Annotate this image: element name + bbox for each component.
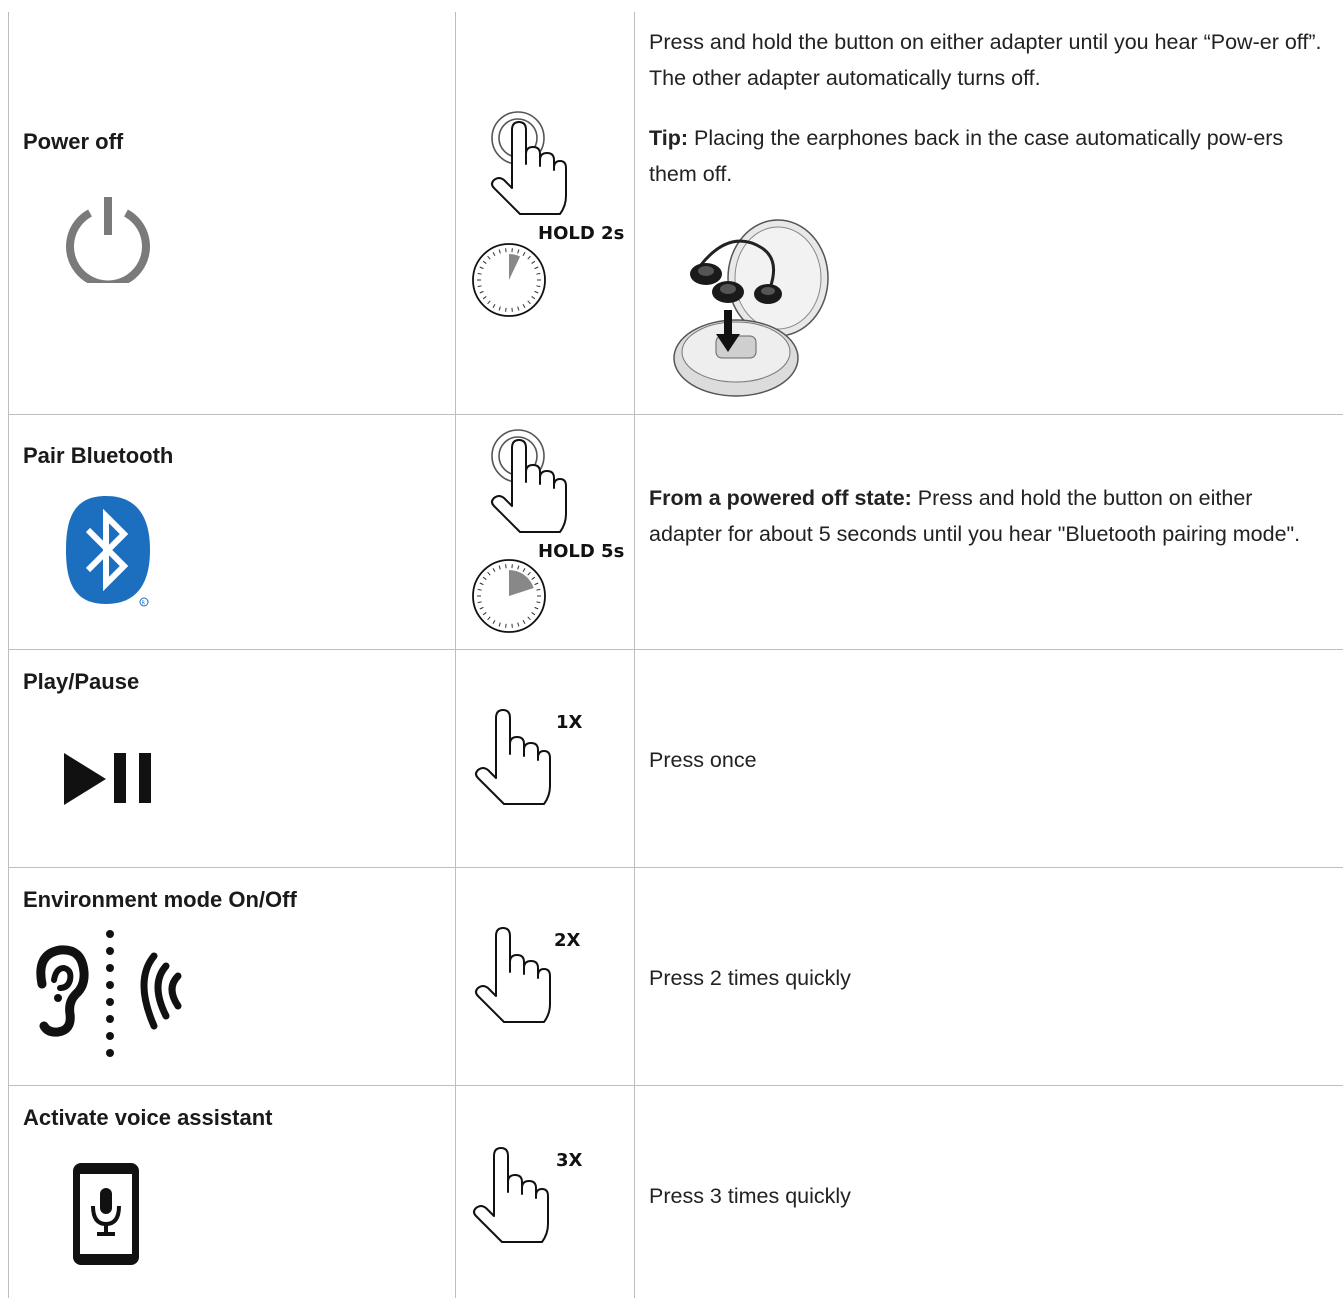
play-pause-icon [62,752,154,806]
timer-icon [473,244,545,316]
press-hand-icon [466,1142,596,1250]
row-divider [8,1085,1343,1086]
row-description [649,742,1329,802]
press-hand-icon [468,704,598,812]
table-border-col1 [455,12,456,1298]
press-hold-hand-icon [468,426,628,638]
tip-text: Placing the earphones back in the case automatically pow-ers them off. [649,126,1284,186]
gesture-label: HOLD 2s [538,223,625,244]
tip-paragraph [649,120,1329,192]
row-description [649,24,1329,216]
row-title: Pair Bluetooth [23,443,174,468]
row-divider [8,414,1343,415]
press-hand-icon [468,922,598,1030]
description-paragraph [649,480,1329,552]
environment-mode-icon [30,926,190,1062]
timer-icon [473,560,545,632]
row-description [649,960,1329,1020]
row-description [649,1178,1329,1238]
row-divider [8,649,1343,650]
row-divider [8,867,1343,868]
description-text: Press and hold the button on either adapter until you hear “Pow-er off”. The other adapter automatically turns off. [649,30,1322,90]
description-bold: From a powered off state: [649,486,912,510]
power-icon [62,195,154,283]
gesture-label: 3X [556,1150,583,1171]
press-hold-hand-icon [468,108,628,320]
description-text: Press once [649,748,757,772]
description-text: Press and hold the button on either adapter for about 5 seconds until you hear "Bluetooth pairing mode". [649,486,1301,546]
tip-label: Tip: [649,126,689,150]
gesture-label: 1X [556,712,583,733]
row-title: Environment mode On/Off [23,887,297,912]
earphones-in-case-illustration [670,218,832,400]
gesture-label: 2X [554,930,581,951]
row-title: Activate voice assistant [23,1105,273,1130]
row-title: Play/Pause [23,669,140,694]
row-description [649,480,1329,576]
description-text: Press 3 times quickly [649,1184,851,1208]
svg-text:R: R [141,600,145,607]
bluetooth-icon [64,494,154,610]
gesture-label: HOLD 5s [538,541,625,562]
table-border-col2 [634,12,635,1298]
voice-assistant-icon [72,1162,140,1266]
description-text: Press 2 times quickly [649,966,851,990]
table-border-left [8,12,9,1298]
row-title: Power off [23,129,124,154]
